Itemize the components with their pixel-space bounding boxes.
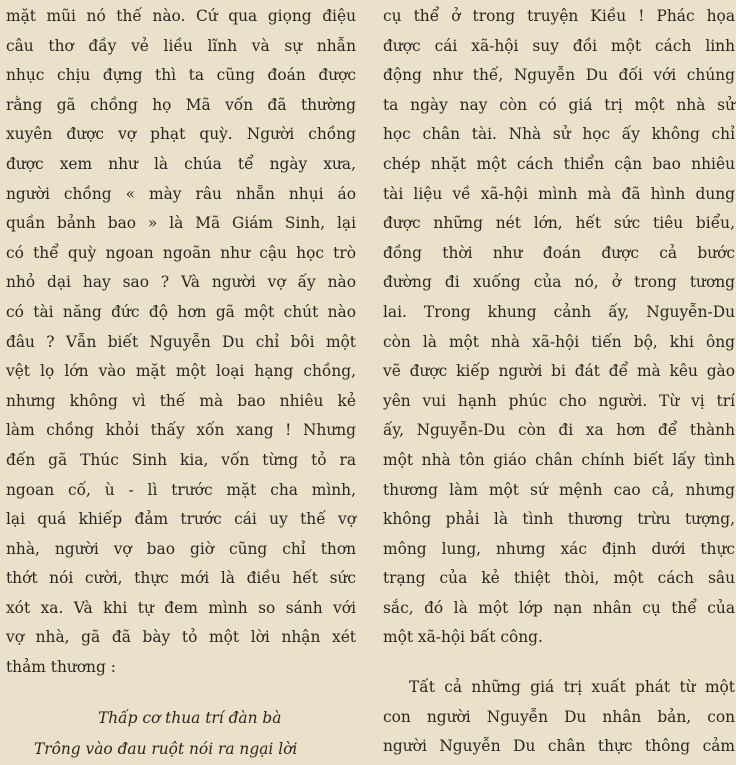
spacer — [6, 683, 356, 703]
text-line: đến gã Thúc Sinh kia, vốn từng tỏ ra — [6, 450, 356, 469]
text-line: vợ nhà, gã đã bày tỏ một lời nhận xét — [6, 628, 356, 647]
text-line: nhục chịu đựng thì ta cũng đoán được — [6, 66, 356, 85]
text-line: một xã-hội bất công. — [383, 628, 543, 647]
text-line: người chồng « mày râu nhẵn nhụi áo — [6, 184, 356, 203]
text-line: rằng gã chồng họ Mã vốn đã thường — [6, 95, 356, 114]
text-line: nhưng không vì thế mà bao nhiêu kẻ — [6, 391, 356, 410]
text-line: chép nhặt một cách thiển cận bao nhiêu — [383, 154, 735, 173]
text-line: một nhà tôn giáo chân chính biết lấy tình — [383, 450, 735, 469]
text-line: con người Nguyễn Du nhân bản, con — [383, 707, 735, 726]
right-column — [383, 2, 735, 762]
text-line: câu thơ đầy vẻ liều lĩnh và sự nhẫn — [6, 36, 356, 55]
text-line: Tất cả những giá trị xuất phát từ một — [409, 678, 735, 697]
text-line: được những nét lớn, hết sức tiêu biểu, — [383, 214, 735, 233]
text-line: nhỏ dại hay sao ? Và người vợ ấy nào — [6, 273, 356, 292]
text-line: lại quá khiếp đảm trước cái uy thế vợ — [6, 510, 356, 529]
text-line: mặt mũi nó thế nào. Cứ qua giọng điệu — [6, 7, 356, 25]
text-line: đâu ? Vẫn biết Nguyễn Du chỉ bôi một — [6, 332, 356, 351]
text-line: không phải là tình thương trừu tượng, — [383, 510, 735, 529]
text-line: yên vui hạnh phúc cho người. Từ vị trí — [383, 391, 735, 410]
text-line: ấy, Nguyễn-Du còn đi xa hơn để thành — [383, 421, 735, 440]
text-line: được xem như là chúa tể ngày xưa, — [6, 154, 356, 173]
text-line: vẽ được kiếp người bi đát để mà kêu gào — [383, 362, 735, 381]
left-column — [6, 2, 356, 765]
text-line: ta ngày nay còn có giá trị một nhà sử — [383, 95, 735, 114]
verse-line: Trông vào đau ruột nói ra ngại lời — [34, 739, 298, 758]
text-line: vệt lọ lớn vào mặt một loại hạng chồng, — [6, 362, 356, 381]
text-line: ngoan cố, ù - lì trước mặt cha mình, — [6, 480, 356, 499]
text-line: có thể quỳ ngoan ngoãn như cậu học trò — [6, 243, 356, 262]
text-line: mông lung, nhưng xác định dưới thực — [383, 539, 735, 558]
text-line: còn là một nhà xã-hội tiến bộ, khi ông — [383, 332, 735, 351]
text-line: thớt nói cười, thực mới là điều hết sức — [6, 569, 356, 588]
verse-line: Thấp cơ thua trí đàn bà — [98, 708, 282, 727]
spacer — [383, 653, 735, 673]
text-line: sắc, đó là một lớp nạn nhân cụ thể của — [383, 598, 735, 617]
text-line: được cái xã-hội suy đồi một cách linh — [383, 36, 735, 55]
text-line: xuyên được vợ phạt quỳ. Người chồng — [6, 125, 356, 144]
text-line: thương làm một sứ mệnh cao cả, nhưng — [383, 480, 735, 499]
text-line: cụ thể ở trong truyện Kiều ! Phác họa — [383, 7, 735, 25]
text-line: trạng của kẻ thiệt thòi, một cách sâu — [383, 569, 735, 588]
text-line: đồng thời như đoán được cả bước — [383, 243, 735, 262]
text-line: học chân tài. Nhà sử học ấy không chỉ — [383, 125, 735, 144]
text-line: thảm thương : — [6, 658, 116, 677]
text-line: có tài năng đức độ hơn gã một chút nào — [6, 302, 356, 321]
text-line: người Nguyễn Du chân thực thông cảm — [383, 737, 735, 756]
text-line: quần bảnh bao » là Mã Giám Sinh, lại — [6, 214, 356, 233]
text-line: động như thế, Nguyễn Du đối với chúng — [383, 66, 735, 85]
text-line: tài liệu về xã-hội mình mà đã hình dung — [383, 184, 735, 203]
text-line: lai. Trong khung cảnh ấy, Nguyễn-Du — [383, 302, 735, 321]
text-line: nhà, người vợ bao giờ cũng chỉ thơn — [6, 539, 356, 558]
text-line: xót xa. Và khi tự đem mình so sánh với — [6, 598, 356, 617]
text-line: làm chồng khỏi thấy xốn xang ! Nhưng — [6, 421, 356, 440]
text-line: đường đi xuống của nó, ở trong tương — [383, 273, 735, 292]
